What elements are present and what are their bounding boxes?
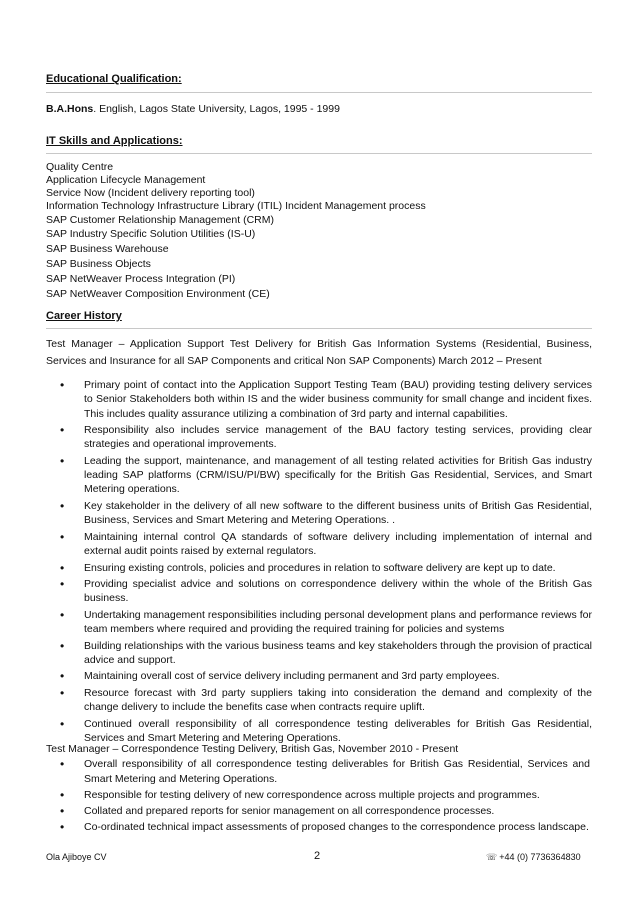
- list-item: • Primary point of contact into the Application Support Testing Team (BAU) providing testing delivery services to Senior Stakeholders both within IS and the wider business community for small change and incident fixes. This includes quality assurance utilizing a combination of 3rd party and internal capabilities.: [46, 378, 592, 421]
- list-item: • Maintaining overall cost of service delivery including permanent and 3rd party employees.: [46, 669, 592, 683]
- list-item: • Ensuring existing controls, policies and procedures in relation to software delivery are kept up to date.: [46, 561, 592, 575]
- divider: [46, 92, 592, 93]
- degree-name: B.A.Hons: [46, 103, 94, 115]
- list-item: • Leading the support, maintenance, and management of all testing related activities for British Gas industry leading SAP platforms (CRM/ISU/PI/BW) specifically for the British Gas Residential, Services, and Smart Metering operations.: [46, 454, 592, 497]
- list-item: • Resource forecast with 3rd party suppliers taking into consideration the demand and complexity of the change delivery to include the benefits case when contracts require uplift.: [46, 686, 592, 715]
- list-item: • Collated and prepared reports for senior management on all correspondence processes.: [46, 804, 590, 819]
- list-item: • Responsibility also includes service management of the BAU factory testing services, providing clear strategies and operational improvements.: [46, 423, 592, 452]
- divider: [46, 328, 592, 329]
- degree-details: . English, Lagos State University, Lagos, 1995 - 1999: [93, 103, 340, 115]
- footer-phone: [486, 852, 581, 863]
- list-item: • Key stakeholder in the delivery of all new software to the different business units of British Gas Residential, Business, Services and Smart Metering and Metering Operations. .: [46, 499, 592, 528]
- skill-item: Application Lifecycle Management: [46, 174, 206, 186]
- skill-item: SAP Customer Relationship Management (CRM): [46, 214, 274, 226]
- phone-number: +44 (0) 7736364830: [499, 852, 581, 862]
- role2-responsibilities: [46, 757, 590, 837]
- list-item: • Continued overall responsibility of all correspondence testing deliverables for British Gas Residential, Services and Smart Metering and Metering Operations.: [46, 717, 592, 746]
- role1-responsibilities: [46, 378, 592, 747]
- skill-item: SAP Business Warehouse: [46, 243, 169, 255]
- skill-item: Quality Centre: [46, 161, 114, 173]
- education-degree-line: [46, 102, 340, 116]
- list-item: • Co-ordinated technical impact assessments of proposed changes to the correspondence process landscape.: [46, 820, 590, 835]
- divider: [46, 153, 592, 154]
- skill-item: SAP NetWeaver Process Integration (PI): [46, 273, 236, 285]
- it-skills-list: [46, 161, 606, 301]
- list-item: • Responsible for testing delivery of new correspondence across multiple projects and programmes.: [46, 788, 590, 803]
- list-item: • Overall responsibility of all correspondence testing deliverables for British Gas Residential, Services and Smart Metering and Metering Operations.: [46, 757, 590, 786]
- footer-name: Ola Ajiboye CV: [46, 852, 107, 862]
- role1-title: Test Manager – Application Support Test Delivery for British Gas Information Systems (Residential, Business, Services and Insurance for all SAP Components and critical Non SAP Components) March 2012 – Present: [46, 338, 592, 367]
- education-heading: Educational Qualification:: [46, 73, 182, 85]
- page-number: 2: [314, 850, 321, 862]
- skill-item: SAP Industry Specific Solution Utilities (IS-U): [46, 228, 256, 240]
- list-item: • Providing specialist advice and solutions on correspondence delivery within the whole of the British Gas business.: [46, 577, 592, 606]
- role2-title: Test Manager – Correspondence Testing Delivery, British Gas, November 2010 - Present: [46, 743, 459, 755]
- it-skills-heading: IT Skills and Applications:: [46, 135, 183, 147]
- skill-item: Information Technology Infrastructure Library (ITIL) Incident Management process: [46, 200, 426, 212]
- list-item: • Maintaining internal control QA standards of software delivery including implementation of internal and external audit points raised by external regulators.: [46, 530, 592, 559]
- career-history-heading: Career History: [46, 310, 122, 322]
- skill-item: SAP Business Objects: [46, 258, 151, 270]
- skill-item: Service Now (Incident delivery reporting tool): [46, 187, 255, 199]
- list-item: • Building relationships with the various business teams and key stakeholders through the provision of practical advice and support.: [46, 639, 592, 668]
- skill-item: SAP NetWeaver Composition Environment (CE): [46, 288, 270, 300]
- list-item: • Undertaking management responsibilities including personal development plans and performance reviews for team members where required and providing the required training for policies and systems: [46, 608, 592, 637]
- telephone-icon: ☏: [486, 852, 498, 862]
